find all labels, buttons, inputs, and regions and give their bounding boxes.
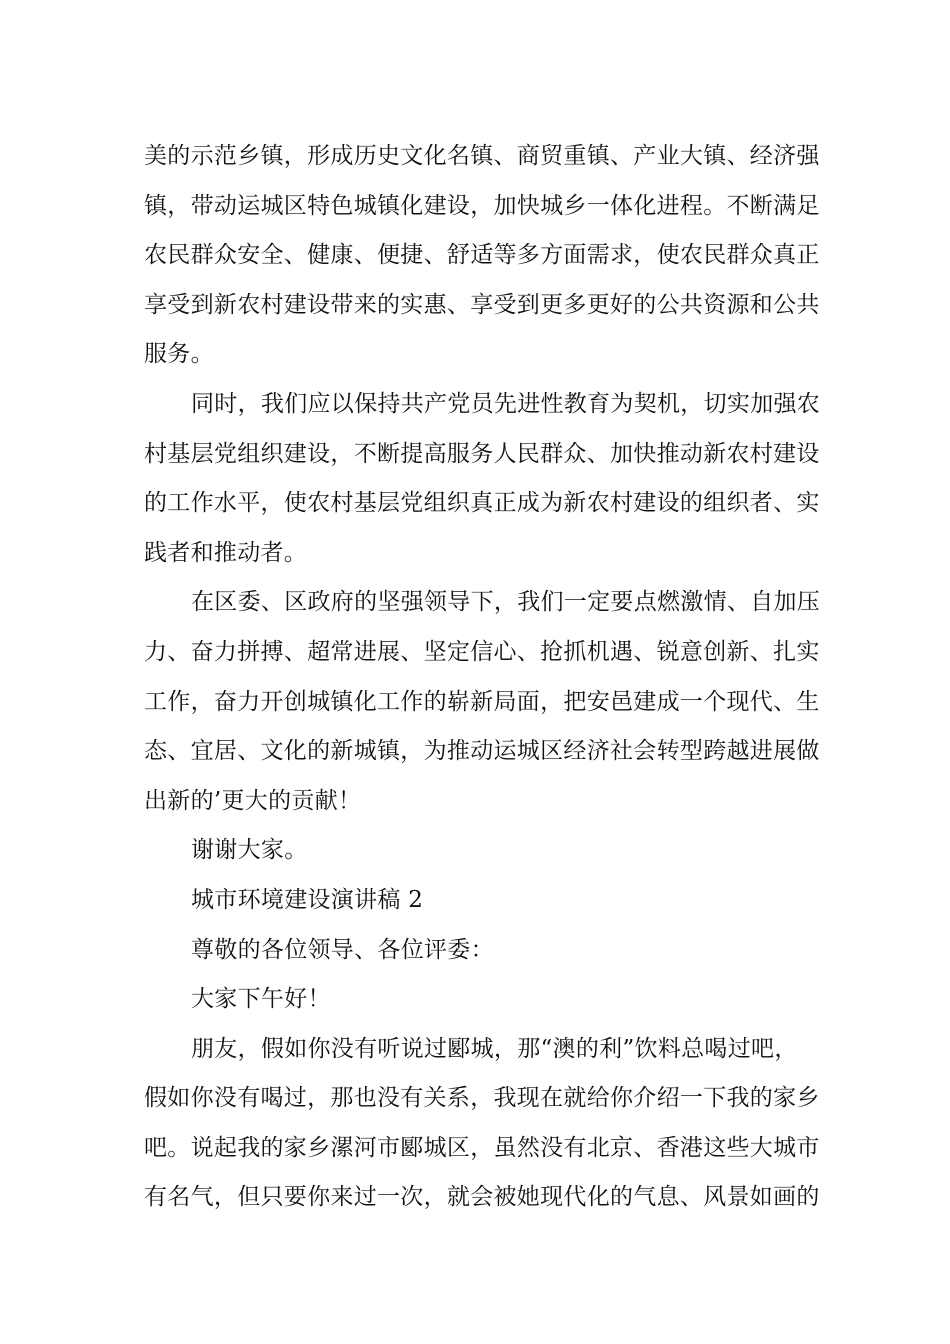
paragraph-start-line: 在区委、区政府的坚强领导下，我们一定要点燃激情、自加压 [191, 589, 821, 616]
greeting: 大家下午好！ [191, 986, 331, 1013]
body-line: 享受到新农村建设带来的实惠、享受到更多更好的公共资源和公共 [144, 291, 820, 318]
body-line: 有名气，但只要你来过一次，就会被她现代化的气息、风景如画的 [144, 1184, 820, 1211]
body-line: 服务。 [144, 341, 214, 368]
salutation: 尊敬的各位领导、各位评委： [191, 936, 494, 963]
body-line: 吧。说起我的家乡漯河市郾城区，虽然没有北京、香港这些大城市 [144, 1134, 820, 1161]
paragraph-start-line: 同时，我们应以保持共产党员先进性教育为契机，切实加强农 [191, 390, 821, 417]
body-line: 态、宜居、文化的新城镇，为推动运城区经济社会转型跨越进展做 [144, 738, 820, 765]
body-line: 践者和推动者。 [144, 539, 308, 566]
body-line: 出新的’更大的贡献！ [144, 787, 362, 814]
body-line: 假如你没有喝过，那也没有关系，我现在就给你介绍一下我的家乡 [144, 1085, 820, 1112]
section-title: 城市环境建设演讲稿 2 [191, 886, 424, 913]
paragraph-start-line: 朋友，假如你没有听说过郾城，那“澳的利”饮料总喝过吧， [191, 1035, 798, 1062]
body-line: 美的示范乡镇，形成历史文化名镇、商贸重镇、产业大镇、经济强 [144, 143, 820, 169]
body-line: 的工作水平，使农村基层党组织真正成为新农村建设的组织者、实 [144, 490, 820, 517]
body-line: 村基层党组织建设，不断提高服务人民群众、加快推动新农村建设 [144, 440, 820, 467]
body-line: 农民群众安全、健康、便捷、舒适等多方面需求，使农民群众真正 [144, 242, 820, 269]
body-line: 力、奋力拼搏、超常进展、坚定信心、抢抓机遇、锐意创新、扎实 [144, 638, 820, 665]
closing-thanks: 谢谢大家。 [191, 837, 308, 864]
document-body [144, 132, 821, 1223]
body-line: 工作，奋力开创城镇化工作的崭新局面，把安邑建成一个现代、生 [144, 688, 820, 715]
body-line: 镇，带动运城区特色城镇化建设，加快城乡一体化进程。不断满足 [144, 192, 820, 219]
